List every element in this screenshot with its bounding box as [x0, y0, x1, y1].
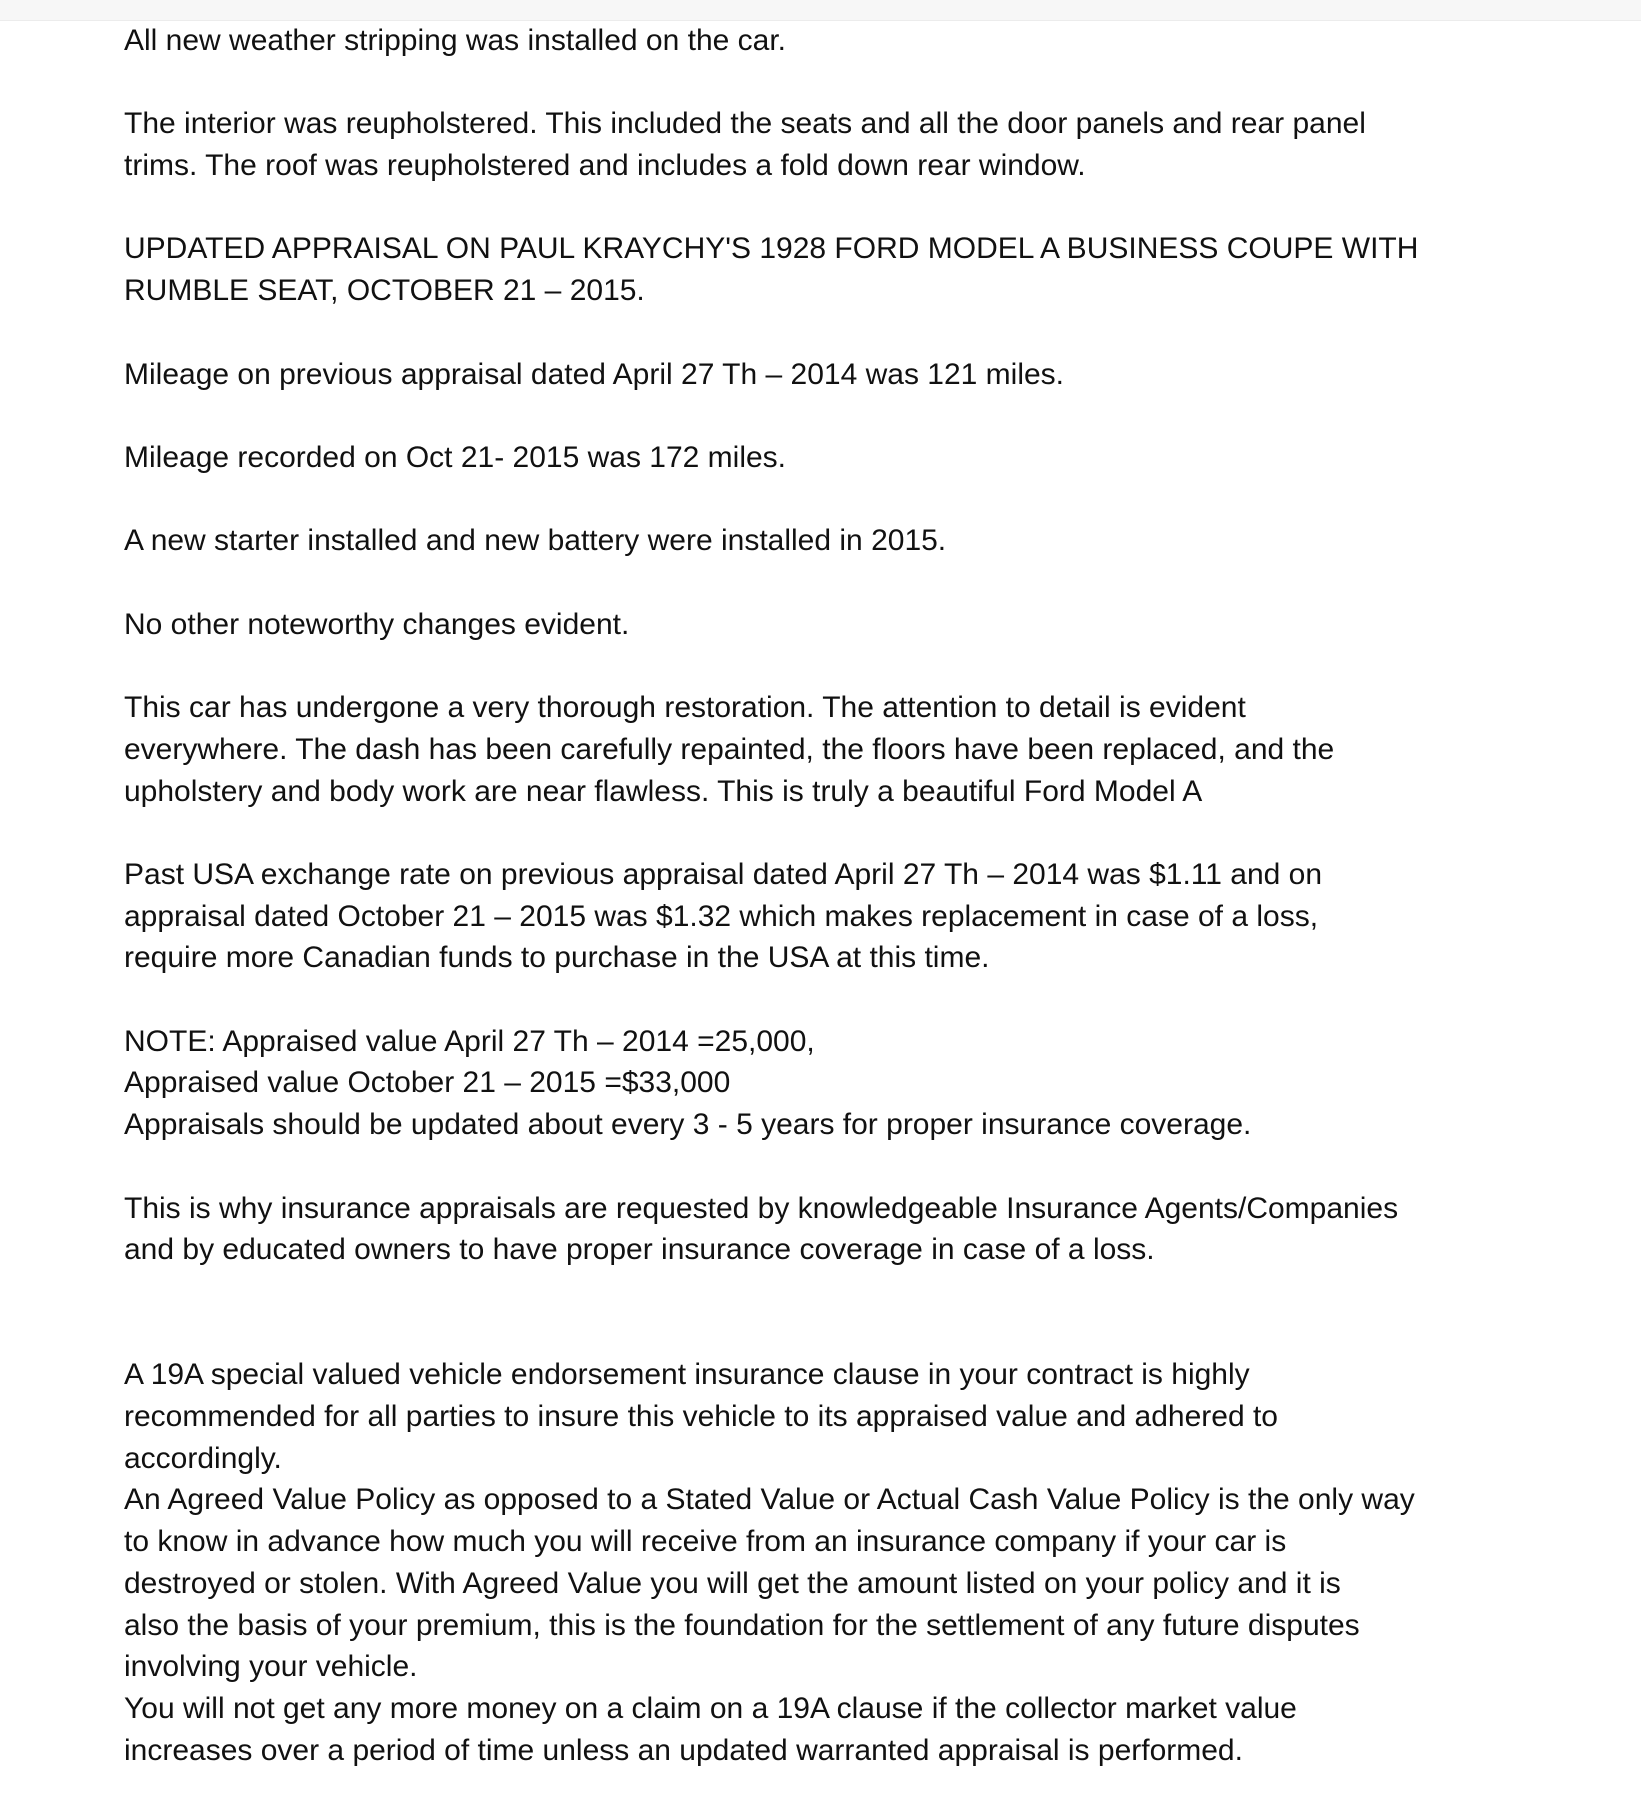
paragraph [124, 228, 1624, 311]
text-line: RUMBLE SEAT, OCTOBER 21 – 2015. [124, 274, 645, 308]
paragraph [124, 604, 1624, 646]
text-line: to know in advance how much you will receive from an insurance company if your car is [124, 1525, 1287, 1559]
paragraph [124, 687, 1624, 812]
text-line: require more Canadian funds to purchase in the USA at this time. [124, 941, 990, 975]
text-line: NOTE: Appraised value April 27 Th – 2014 =25,000, [124, 1024, 815, 1058]
text-line: upholstery and body work are near flawless. This is truly a beautiful Ford Model A [124, 774, 1203, 808]
text-line: No other noteworthy changes evident. [124, 607, 630, 641]
paragraph [124, 103, 1624, 186]
text-line: destroyed or stolen. With Agreed Value you will get the amount listed on your policy and it is [124, 1566, 1341, 1600]
text-line: You will not get any more money on a claim on a 19A clause if the collector market value [124, 1691, 1297, 1725]
text-line: Past USA exchange rate on previous appraisal dated April 27 Th – 2014 was $1.11 and on [124, 857, 1323, 891]
paragraph [124, 520, 1624, 562]
paragraph [124, 1188, 1624, 1271]
text-line: appraisal dated October 21 – 2015 was $1.32 which makes replacement in case of a loss, [124, 899, 1319, 933]
paragraph [124, 854, 1624, 979]
text-line: This is why insurance appraisals are requested by knowledgeable Insurance Agents/Companies [124, 1191, 1399, 1225]
paragraph [124, 1688, 1624, 1771]
text-line: The interior was reupholstered. This included the seats and all the door panels and rear panel [124, 107, 1366, 141]
text-line: Mileage recorded on Oct 21- 2015 was 172 miles. [124, 440, 787, 474]
text-line: This car has undergone a very thorough restoration. The attention to detail is evident [124, 691, 1246, 725]
text-line: accordingly. [124, 1441, 282, 1475]
text-line: everywhere. The dash has been carefully repainted, the floors have been replaced, and the [124, 732, 1335, 766]
text-line: A new starter installed and new battery were installed in 2015. [124, 524, 947, 558]
paragraph [124, 1354, 1624, 1479]
text-line: A 19A special valued vehicle endorsement insurance clause in your contract is highly [124, 1358, 1250, 1392]
viewer-top-bar [0, 0, 1641, 21]
text-line: Mileage on previous appraisal dated April 27 Th – 2014 was 121 miles. [124, 357, 1065, 391]
text-line: also the basis of your premium, this is the foundation for the settlement of any future disputes [124, 1608, 1360, 1642]
paragraph [124, 1021, 1624, 1146]
text-line: Appraisals should be updated about every 3 - 5 years for proper insurance coverage. [124, 1108, 1252, 1142]
document-body [124, 20, 1624, 1813]
text-line: and by educated owners to have proper insurance coverage in case of a loss. [124, 1233, 1155, 1267]
paragraph [124, 20, 1624, 62]
text-line: trims. The roof was reupholstered and includes a fold down rear window. [124, 149, 1086, 183]
text-line: Appraised value October 21 – 2015 =$33,000 [124, 1066, 731, 1100]
text-line: involving your vehicle. [124, 1650, 418, 1684]
text-line: recommended for all parties to insure this vehicle to its appraised value and adhered to [124, 1400, 1278, 1434]
paragraph [124, 1479, 1624, 1688]
text-line: An Agreed Value Policy as opposed to a Stated Value or Actual Cash Value Policy is the only way [124, 1483, 1415, 1517]
paragraph [124, 354, 1624, 396]
paragraph [124, 437, 1624, 479]
text-line: All new weather stripping was installed on the car. [124, 24, 787, 57]
text-line: UPDATED APPRAISAL ON PAUL KRAYCHY'S 1928 FORD MODEL A BUSINESS COUPE WITH [124, 232, 1419, 266]
text-line: increases over a period of time unless an updated warranted appraisal is performed. [124, 1733, 1243, 1767]
